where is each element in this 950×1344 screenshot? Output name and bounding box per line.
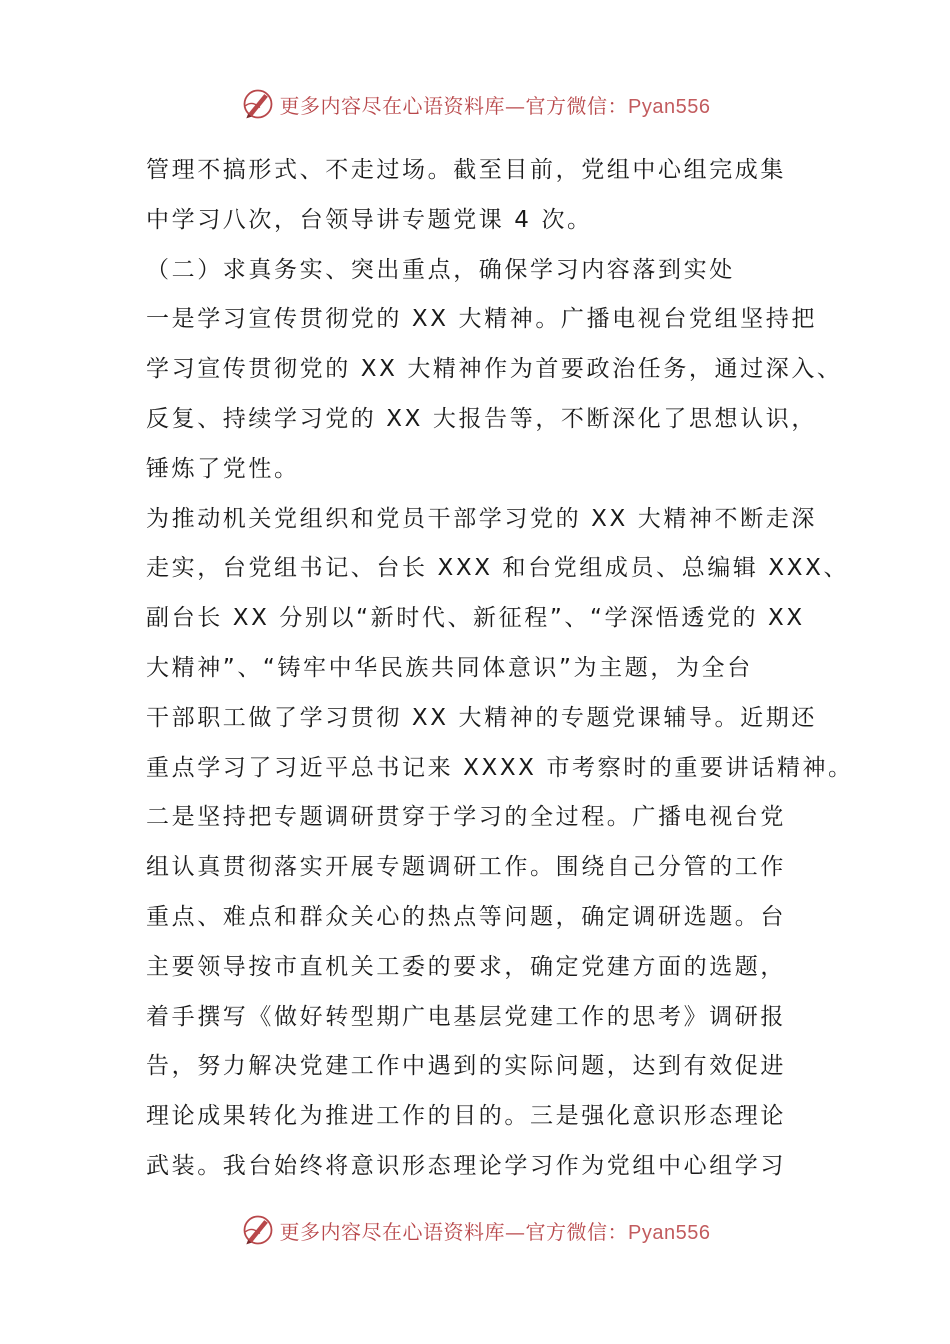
body-line: 一是学习宣传贯彻党的 XX 大精神。广播电视台党组坚持把 xyxy=(146,306,817,333)
header-wechat-id: Pyan556 xyxy=(628,95,711,118)
header-banner xyxy=(0,84,950,124)
body-line: 理论成果转化为推进工作的目的。三是强化意识形态理论 xyxy=(146,1103,786,1130)
footer-banner xyxy=(0,1210,950,1250)
body-line: 学习宣传贯彻党的 XX 大精神作为首要政治任务，通过深入、 xyxy=(146,356,843,383)
body-line: 锤炼了党性。 xyxy=(146,455,300,482)
pen-logo-icon xyxy=(240,1212,276,1248)
body-line: 反复、持续学习党的 XX 大报告等，不断深化了思想认识， xyxy=(146,405,817,432)
footer-banner-text xyxy=(280,1216,711,1245)
body-line: 大精神”、“铸牢中华民族共同体意识”为主题，为全台 xyxy=(146,654,753,681)
header-banner-label: 更多内容尽在心语资料库—官方微信： xyxy=(279,93,629,118)
section-heading: （二）求真务实、突出重点，确保学习内容落到实处 xyxy=(146,256,735,283)
document-body xyxy=(146,146,854,1192)
body-line: 着手撰写《做好转型期广电基层党建工作的思考》调研报 xyxy=(146,1003,786,1030)
body-line: 组认真贯彻落实开展专题调研工作。围绕自己分管的工作 xyxy=(146,854,786,881)
footer-wechat-id: Pyan556 xyxy=(628,1221,711,1244)
body-line: 重点学习了习近平总书记来 XXXX 市考察时的重要讲话精神。 xyxy=(146,754,854,781)
body-line: 重点、难点和群众关心的热点等问题，确定调研选题。台 xyxy=(146,903,786,930)
body-line: 副台长 XX 分别以“新时代、新征程”、“学深悟透党的 XX xyxy=(146,605,805,632)
footer-banner-label: 更多内容尽在心语资料库—官方微信： xyxy=(279,1219,629,1244)
header-banner-text xyxy=(280,90,711,119)
body-line: 武装。我台始终将意识形态理论学习作为党组中心组学习 xyxy=(146,1152,786,1179)
body-line: 告，努力解决党建工作中遇到的实际问题，达到有效促进 xyxy=(146,1053,786,1080)
body-line: 为推动机关党组织和党员干部学习党的 XX 大精神不断走深 xyxy=(146,505,817,532)
body-line: 主要领导按市直机关工委的要求，确定党建方面的选题， xyxy=(146,953,786,980)
body-line: 管理不搞形式、不走过场。截至目前，党组中心组完成集 xyxy=(146,157,786,183)
body-line: 干部职工做了学习贯彻 XX 大精神的专题党课辅导。近期还 xyxy=(146,704,817,731)
body-line: 中学习八次，台领导讲专题党课 4 次。 xyxy=(146,206,593,233)
body-line: 走实，台党组书记、台长 XXX 和台党组成员、总编辑 XXX、 xyxy=(146,555,850,582)
body-line: 二是坚持把专题调研贯穿于学习的全过程。广播电视台党 xyxy=(146,804,786,831)
pen-logo-icon xyxy=(240,86,276,122)
